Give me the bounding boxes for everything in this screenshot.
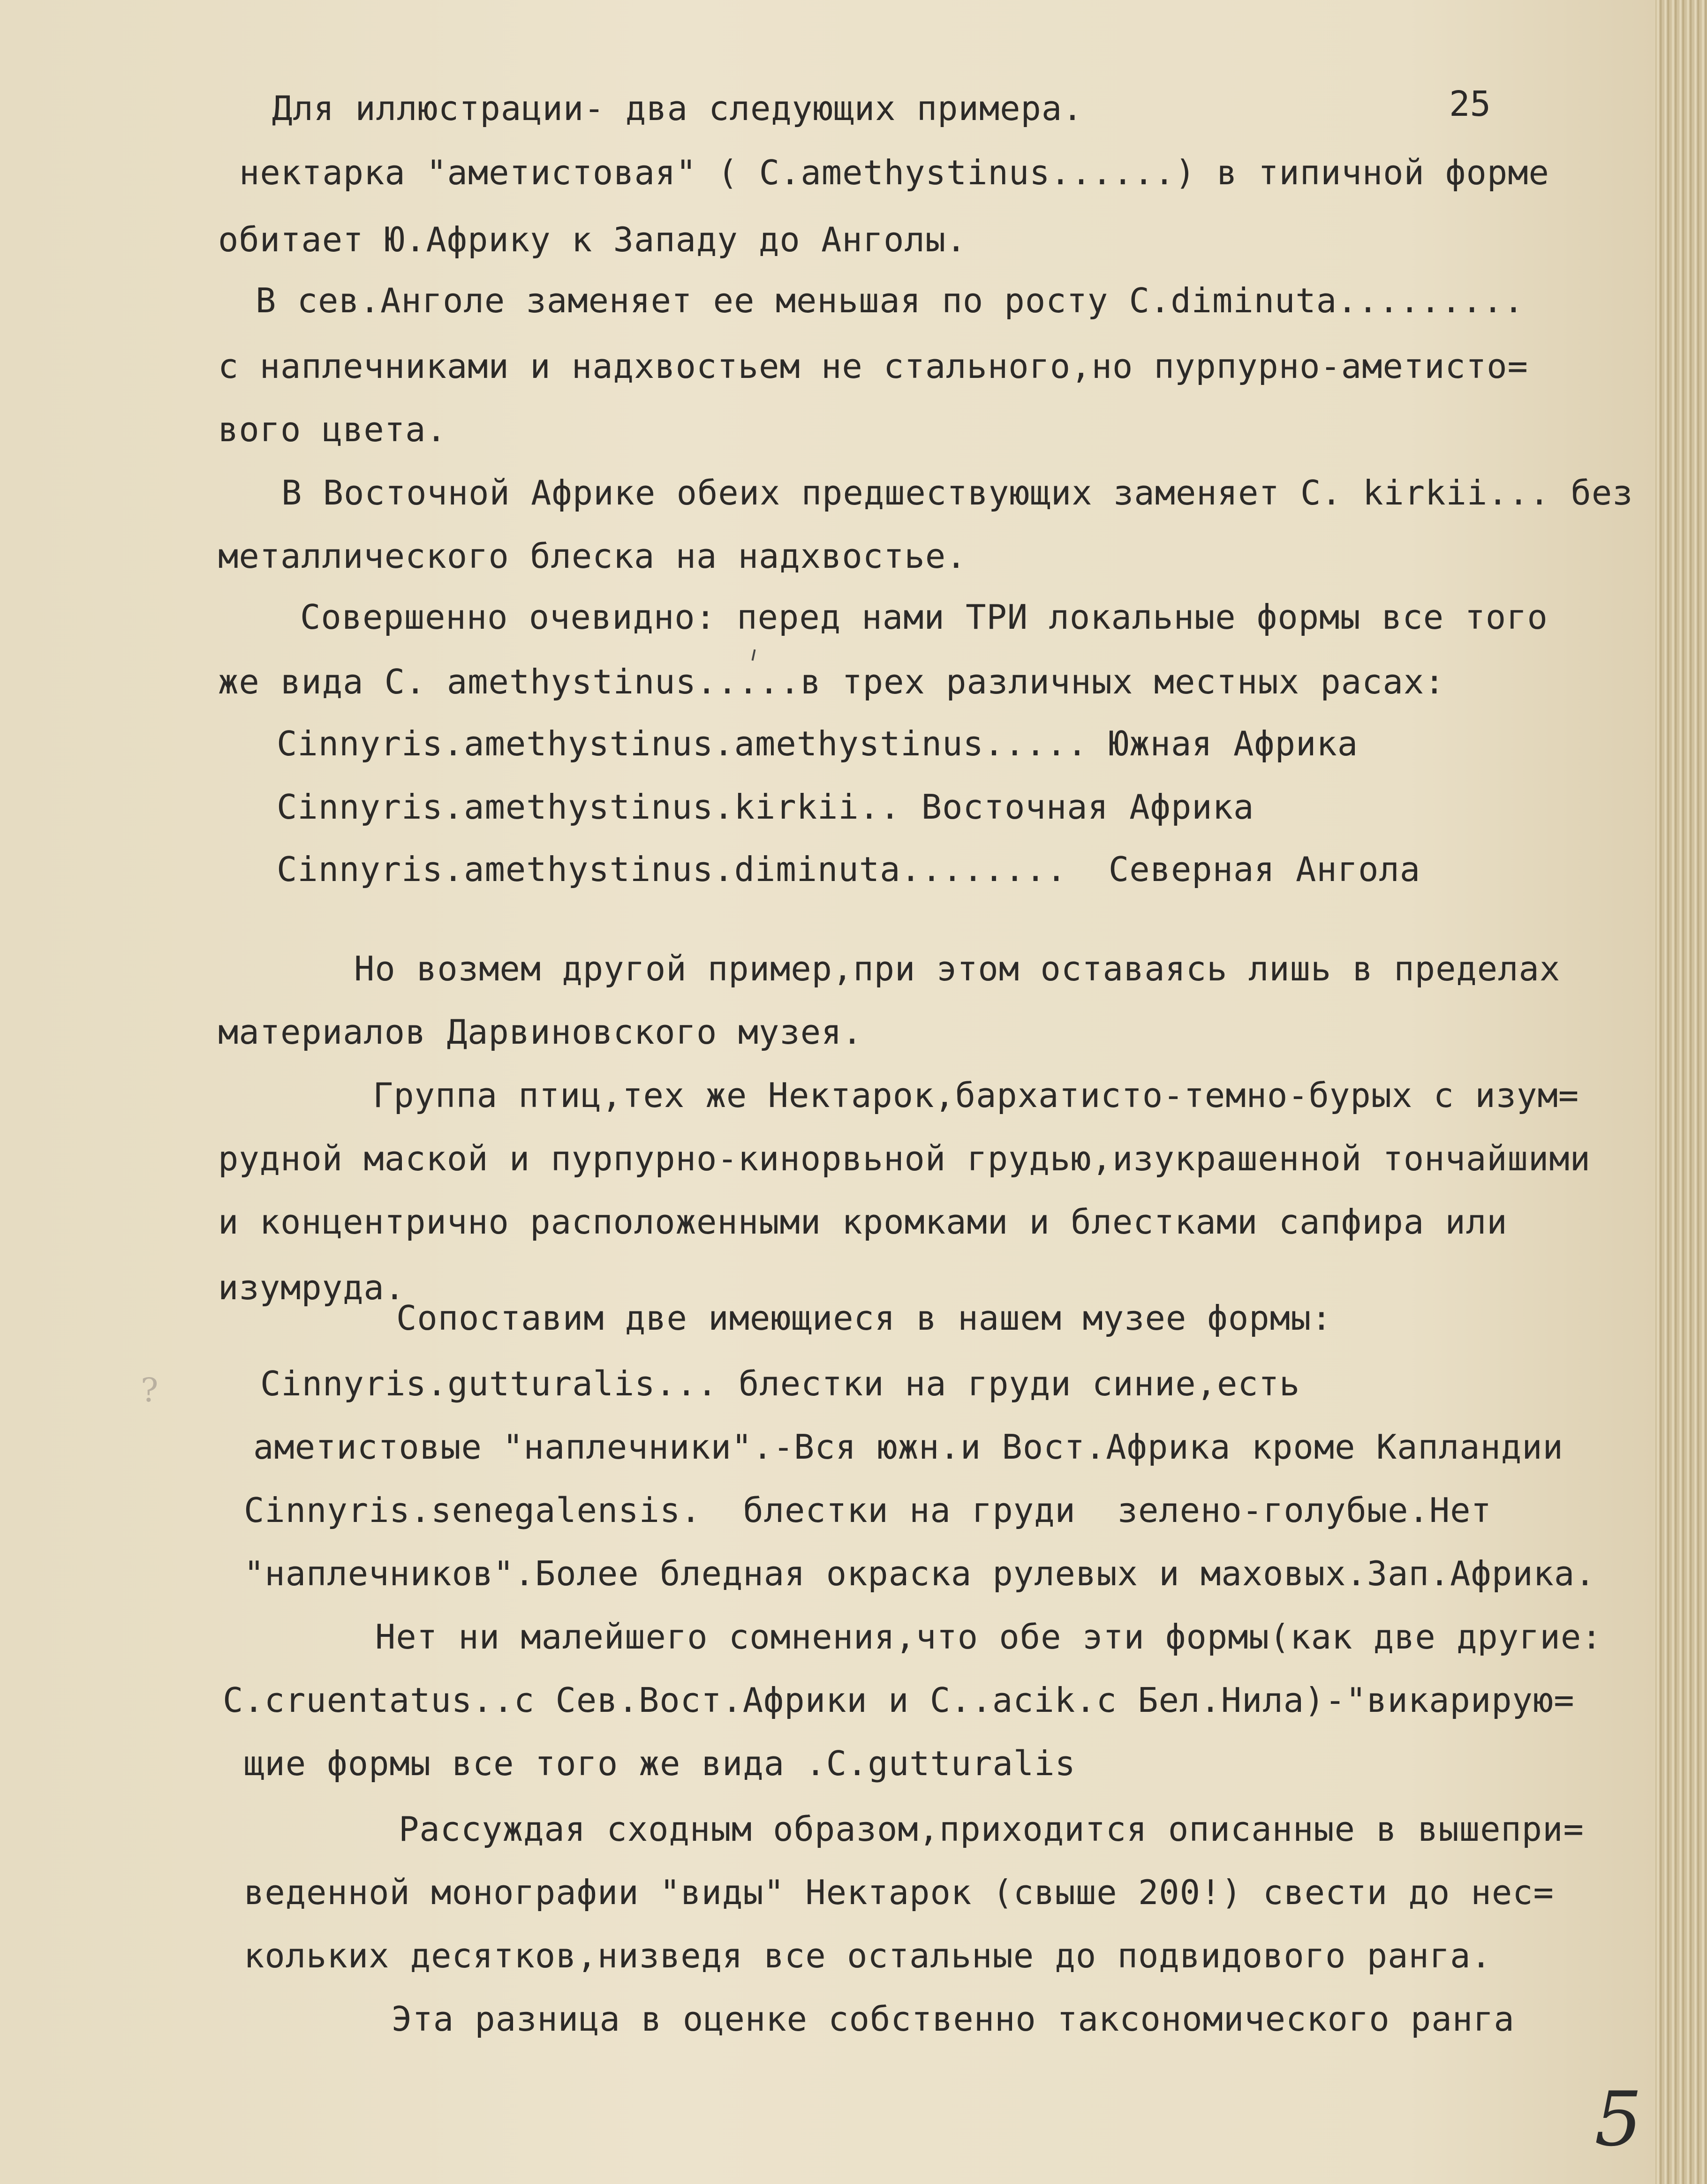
text-line: с наплечниками и надхвостьем не стального,но пурпурно-аметисто= [218,346,1528,386]
text-line: Группа птиц,тех же Нектарок,бархатисто-темно-бурых с изум= [373,1076,1579,1115]
text-line: Cinnyris.senegalensis. блестки на груди зелено-голубые.Нет [244,1491,1492,1530]
handwritten-page-number: 5 [1594,2075,1642,2163]
text-line: Эта разница в оценке собственно таксономического ранга [392,1999,1515,2039]
text-line: Cinnyris.amethystinus.amethystinus..... Южная Африка [277,724,1359,763]
text-line: веденной монографии "виды" Нектарок (свыше 200!) свести до нес= [244,1873,1554,1912]
text-line: металлического блеска на надхвостье. [218,536,967,576]
text-line: "наплечников".Более бледная окраска рулевых и маховых.Зап.Африка. [244,1554,1596,1593]
page-number: 25 [1449,84,1491,124]
text-line: и концентрично расположенными кромками и блестками сапфира или [218,1202,1508,1242]
text-line: В сев.Анголе заменяет ее меньшая по росту C.diminuta......... [256,281,1525,320]
text-line: же вида C. amethystinus.....в трех различных местных расах: [218,662,1445,701]
text-line: Но возмем другой пример,при этом оставаясь лишь в пределах [354,949,1561,988]
text-line: Cinnyris.gutturalis... блестки на груди синие,есть [260,1364,1300,1403]
text-line: нектарка "аметистовая" ( C.amethystinus......) в типичной форме [239,153,1549,192]
text-line: Для иллюстрации- два следующих примера. [272,89,1083,128]
text-line: аметистовые "наплечники".-Вся южн.и Вост.Африка кроме Капландии [253,1427,1563,1467]
text-line: Cinnyris.amethystinus.diminuta........ Северная Ангола [277,850,1421,889]
text-line: изумруда. [218,1268,406,1307]
text-line: обитает Ю.Африку к Западу до Анголы. [218,220,967,259]
text-line: Совершенно очевидно: перед нами ТРИ локальные формы все того [300,597,1548,637]
text-line: Нет ни малейшего сомнения,что обе эти формы(как две другие: [375,1617,1602,1657]
text-line: Cinnyris.amethystinus.kirkii.. Восточная Африка [277,787,1254,827]
text-line: кольких десятков,низведя все остальные до подвидового ранга. [244,1936,1492,1975]
text-line: C.cruentatus..с Сев.Вост.Африки и C..acik.с Бел.Нила)-"викарирую= [223,1680,1575,1720]
text-line: рудной маской и пурпурно-кинорвьной грудью,изукрашенной тончайшими [218,1139,1591,1178]
text-line: Сопоставим две имеющиеся в нашем музее формы: [396,1298,1332,1338]
margin-pencil-mark: ? [141,1371,159,1409]
text-line: Рассуждая сходным образом,приходится описанные в вышепри= [399,1809,1584,1849]
text-line: щие формы все того же вида .C.gutturalis [244,1744,1076,1783]
text-line: В Восточной Африке обеих предшествующих заменяет C. kirkii... без [281,473,1633,512]
page-edge [1655,0,1707,2184]
stray-mark [752,649,756,661]
text-line: материалов Дарвиновского музея. [218,1012,863,1052]
text-line: вого цвета. [218,410,447,449]
